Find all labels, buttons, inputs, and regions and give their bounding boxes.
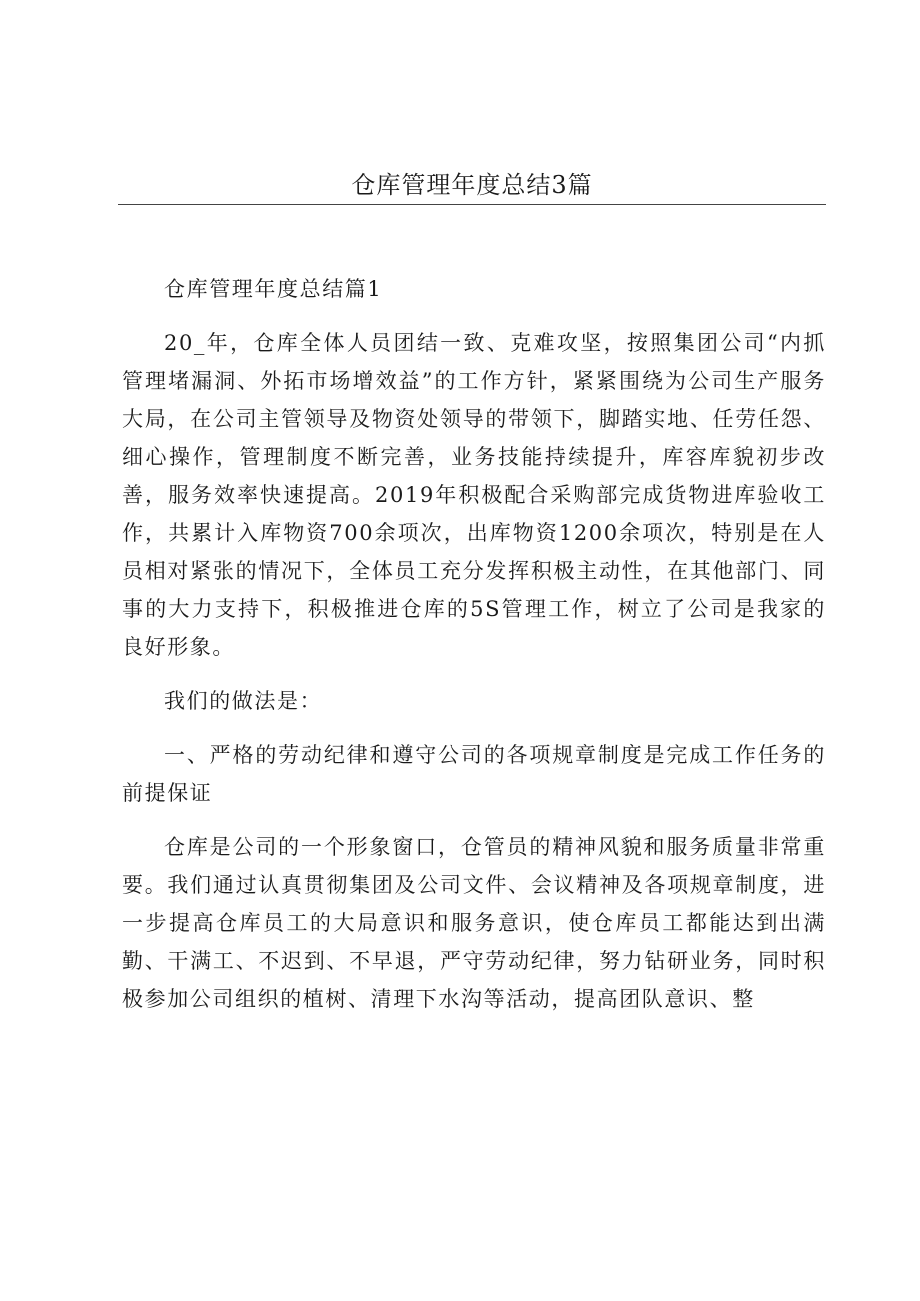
subheading-one: 一、严格的劳动纪律和遵守公司的各项规章制度是完成工作任务的前提保证 [122, 743, 826, 805]
paragraph-discipline: 仓库是公司的一个形象窗口，仓管员的精神风貌和服务质量非常重要。我们通过认真贯彻集团及公司文件、会议精神及各项规章制度，进一步提高仓库员工的大局意识和服务意识，使仓库员工都能达到出满勤、干满工、不迟到、不早退，严守劳动纪律，努力钻研业务，同时积极参加公司组织的植树、清理下水沟等活动，提高团队意识、整 [122, 835, 826, 1011]
title-block [118, 168, 826, 205]
paragraph-approach: 我们的做法是： [164, 689, 323, 713]
paragraph-intro: 20_年，仓库全体人员团结一致、克难攻坚，按照集团公司“内抓管理堵漏洞、外拓市场增效益”的工作方针，紧紧围绕为公司生产服务大局，在公司主管领导及物资处领导的带领下，脚踏实地、任劳任怨、细心操作，管理制度不断完善，业务技能持续提升，库容库貌初步改善，服务效率快速提高。2019年积极配合采购部完成货物进库验收工作，共累计入库物资700余项次，出库物资1200余项次，特别是在人员相对紧张的情况下，全体员工充分发挥积极主动性，在其他部门、同事的大力支持下，积极推进仓库的5S管理工作，树立了公司是我家的良好形象。 [122, 331, 826, 659]
section-heading: 仓库管理年度总结篇1 [164, 277, 383, 301]
document-body [122, 270, 826, 1034]
document-title: 仓库管理年度总结3篇 [351, 171, 593, 199]
